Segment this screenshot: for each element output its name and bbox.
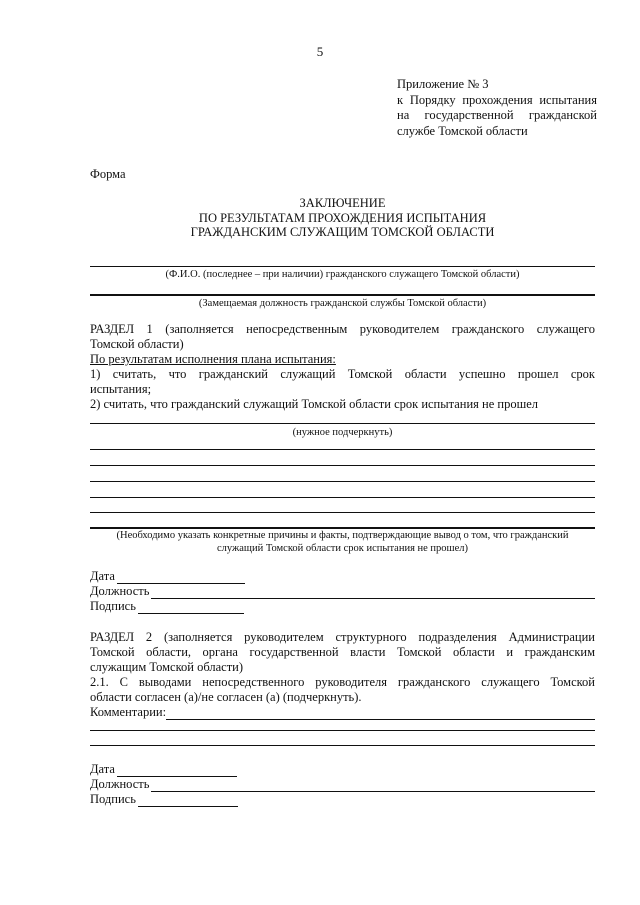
date-label: Дата bbox=[90, 569, 115, 583]
signature-label: Подпись bbox=[90, 599, 136, 613]
reasons-caption-line: (Необходимо указать конкретные причины и факты, подтверждающие вывод о том, что гражданский bbox=[116, 530, 569, 541]
position-input[interactable] bbox=[151, 779, 595, 792]
option-1-line: испытания; bbox=[90, 382, 152, 396]
signature-field-1 bbox=[90, 599, 595, 614]
section2-heading bbox=[90, 630, 595, 675]
title-line: ЗАКЛЮЧЕНИЕ bbox=[299, 196, 386, 210]
option-1-line: 1) считать, что гражданский служащий Томской области успешно прошел срок bbox=[90, 367, 595, 381]
signature-input[interactable] bbox=[138, 794, 238, 807]
date-input[interactable] bbox=[117, 764, 237, 777]
section2-heading-line: Томской области, органа государственной власти Томской области и гражданским bbox=[90, 645, 595, 659]
comments-line[interactable] bbox=[90, 745, 595, 746]
option-1 bbox=[90, 367, 595, 397]
position-field-1 bbox=[90, 584, 595, 599]
section1-heading-line: Томской области) bbox=[90, 337, 184, 351]
reasons-line[interactable] bbox=[90, 497, 595, 498]
position-caption: (Замещаемая должность гражданской службы Томской области) bbox=[198, 298, 487, 309]
choice-field-line[interactable] bbox=[90, 423, 595, 424]
date-label: Дата bbox=[90, 762, 115, 776]
section2-heading-line: РАЗДЕЛ 2 (заполняется руководителем структурного подразделения Администрации bbox=[90, 630, 595, 644]
position-input[interactable] bbox=[151, 586, 595, 599]
position-field-line[interactable] bbox=[90, 294, 595, 296]
signature-input[interactable] bbox=[138, 601, 244, 614]
position-label: Должность bbox=[90, 777, 150, 791]
item-2-1-line: 2.1. С выводами непосредственного руководителя гражданского служащего Томской bbox=[90, 675, 595, 689]
position-label: Должность bbox=[90, 584, 150, 598]
position-field-2 bbox=[90, 777, 595, 792]
date-field-2 bbox=[90, 762, 595, 777]
section2-heading-line: служащим Томской области) bbox=[90, 660, 244, 674]
comments-input[interactable] bbox=[166, 707, 595, 720]
item-2-1 bbox=[90, 675, 595, 705]
section1-heading-line: РАЗДЕЛ 1 (заполняется непосредственным руководителем гражданского служащего bbox=[90, 322, 595, 336]
page-number: 5 bbox=[316, 44, 324, 59]
appendix-line: Приложение № 3 bbox=[397, 77, 489, 91]
appendix-line: службе Томской области bbox=[397, 123, 528, 138]
underline-needed-caption: (нужное подчеркнуть) bbox=[292, 427, 393, 438]
comments-label: Комментарии: bbox=[90, 705, 167, 719]
reasons-line[interactable] bbox=[90, 465, 595, 466]
fio-caption: (Ф.И.О. (последнее – при наличии) гражданского служащего Томской области) bbox=[165, 269, 520, 280]
appendix-line: к Порядку прохождения испытания bbox=[397, 92, 597, 107]
reasons-line[interactable] bbox=[90, 449, 595, 450]
date-field-1 bbox=[90, 569, 595, 584]
date-input[interactable] bbox=[117, 571, 245, 584]
plan-results-label bbox=[90, 352, 595, 367]
reasons-caption-line: служащий Томской области срок испытания не прошел) bbox=[216, 543, 469, 554]
signature-label: Подпись bbox=[90, 792, 136, 806]
appendix-block bbox=[397, 77, 597, 139]
plan-results-text: По результатам исполнения плана испытания: bbox=[90, 352, 336, 366]
section1-heading bbox=[90, 322, 595, 352]
form-label: Форма bbox=[90, 167, 126, 181]
fio-field-line[interactable] bbox=[90, 266, 595, 267]
comments-field bbox=[90, 705, 595, 720]
signature-field-2 bbox=[90, 792, 595, 807]
comments-line[interactable] bbox=[90, 730, 595, 731]
title-line: ПО РЕЗУЛЬТАТАМ ПРОХОЖДЕНИЯ ИСПЫТАНИЯ bbox=[198, 210, 487, 225]
title-line: ГРАЖДАНСКИМ СЛУЖАЩИМ ТОМСКОЙ ОБЛАСТИ bbox=[190, 225, 495, 239]
document-title bbox=[90, 196, 595, 240]
reasons-caption bbox=[90, 529, 595, 555]
reasons-line[interactable] bbox=[90, 481, 595, 482]
reasons-line[interactable] bbox=[90, 512, 595, 513]
option-2: 2) считать, что гражданский служащий Томской области срок испытания не прошел bbox=[90, 397, 539, 411]
appendix-line: на государственной гражданской bbox=[397, 108, 597, 122]
item-2-1-line: области согласен (а)/не согласен (а) (подчеркнуть). bbox=[90, 690, 362, 704]
